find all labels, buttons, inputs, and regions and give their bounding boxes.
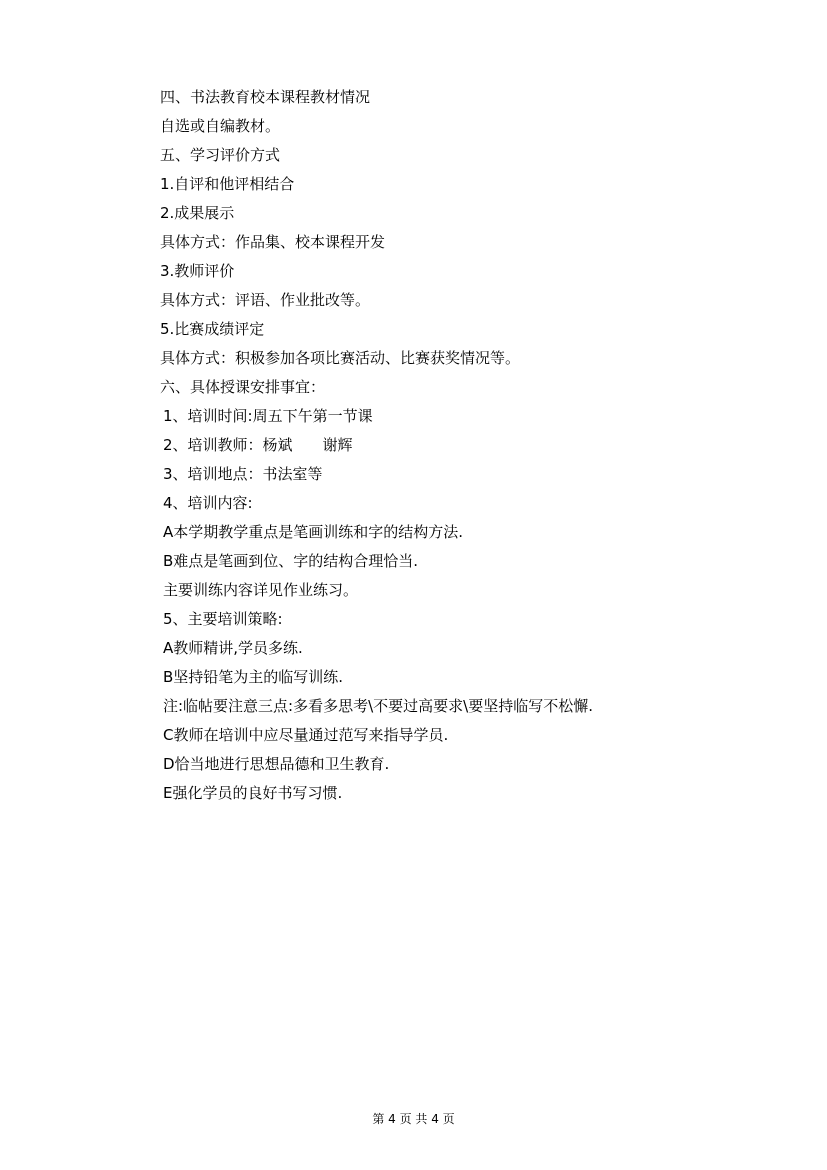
list-item: B坚持铅笔为主的临写训练. — [163, 668, 344, 686]
section-heading-schedule: 六、具体授课安排事宜： — [160, 378, 326, 396]
list-item: E强化学员的良好书写习惯. — [163, 784, 343, 802]
list-item: D恰当地进行思想品德和卫生教育. — [163, 755, 390, 773]
page-number-footer: 第 4 页 共 4 页 — [372, 1112, 455, 1126]
paragraph-line: 主要训练内容详见作业练习。 — [163, 581, 359, 599]
list-item: 2.成果展示 — [160, 204, 235, 222]
paragraph-line: 具体方式：评语、作业批改等。 — [160, 291, 371, 309]
section-heading-evaluation: 五、学习评价方式 — [160, 146, 281, 164]
list-item: 4、培训内容: — [163, 494, 253, 512]
list-item: 1.自评和他评相结合 — [160, 175, 295, 193]
paragraph-line: 自选或自编教材。 — [160, 117, 281, 135]
paragraph-line: 具体方式：作品集、校本课程开发 — [160, 233, 386, 251]
section-heading-textbook: 四、书法教育校本课程教材情况 — [160, 88, 371, 106]
list-item: 1、培训时间:周五下午第一节课 — [163, 407, 373, 425]
list-item: A教师精讲,学员多练. — [163, 639, 303, 657]
list-item: A本学期教学重点是笔画训练和字的结构方法. — [163, 523, 464, 541]
list-item: 5.比赛成绩评定 — [160, 320, 265, 338]
paragraph-line: 具体方式：积极参加各项比赛活动、比赛获奖情况等。 — [160, 349, 521, 367]
list-item: B难点是笔画到位、字的结构合理恰当. — [163, 552, 419, 570]
list-item: 2、培训教师：杨斌 谢辉 — [163, 436, 353, 454]
list-item: 3、培训地点：书法室等 — [163, 465, 323, 483]
paragraph-line: 注:临帖要注意三点:多看多思考\不要过高要求\要坚持临写不松懈. — [163, 697, 593, 715]
list-item: 5、主要培训策略: — [163, 610, 283, 628]
document-body — [160, 83, 720, 808]
list-item: 3.教师评价 — [160, 262, 235, 280]
list-item: C教师在培训中应尽量通过范写来指导学员. — [163, 726, 449, 744]
